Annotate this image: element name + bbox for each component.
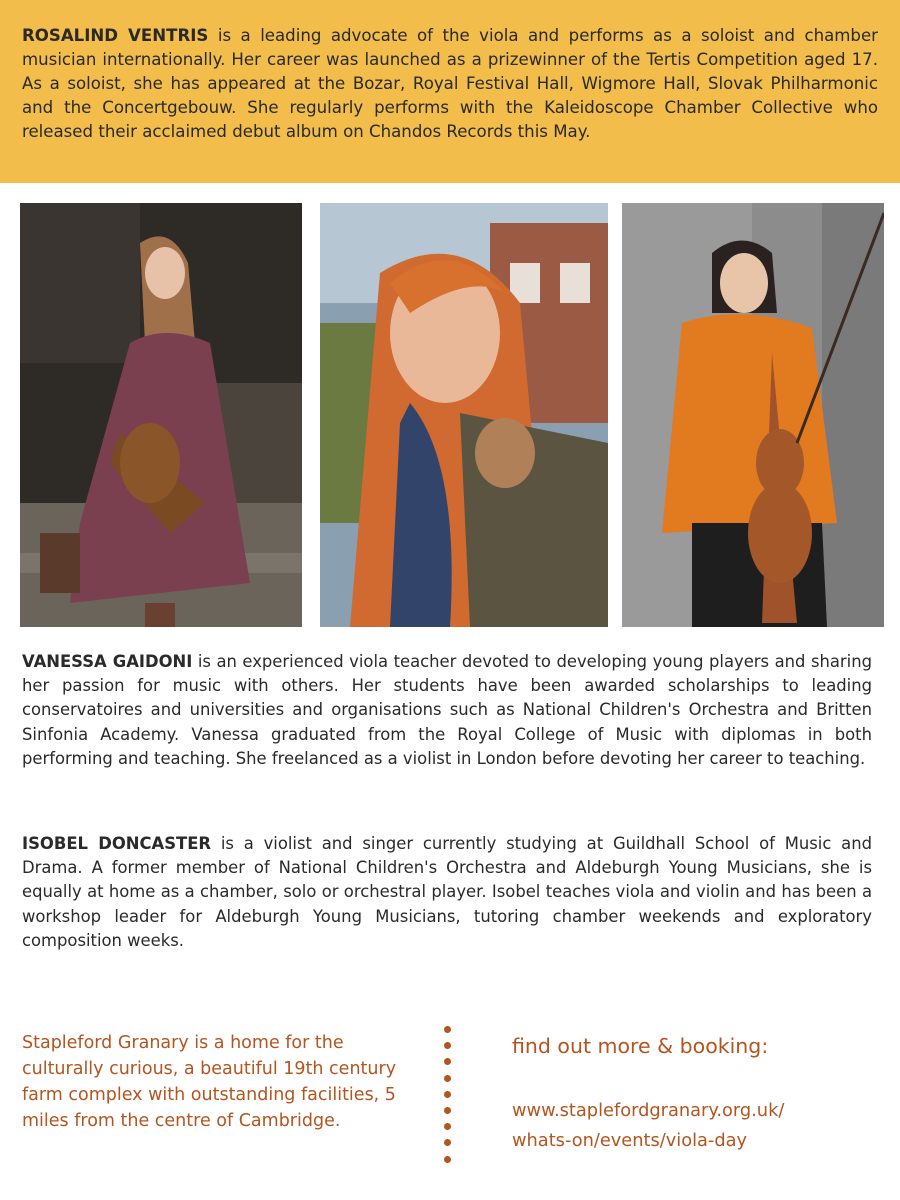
portrait-photo-icon xyxy=(20,203,302,627)
bio-text: is a violist and singer currently studying at Guildhall School of Music and Drama. A former member of National Children's Orchestra and Aldeburgh Young Musicians, she is equally at home as a chamber, solo or orchestral player. Isobel teaches viola and violin and has been a workshop leader for Aldeburgh Young Musicians, tutoring chamber weekends and exploratory composition weeks. xyxy=(22,834,872,950)
bio-text: is a leading advocate of the viola and performs as a soloist and chamber musician internationally. Her career was launched as a prizewinner of the Tertis Competition aged 17. As a soloist, she has appeared at the Bozar, Royal Festival Hall, Wigmore Hall, Slovak Philharmonic and the Concertgebouw. She regularly performs with the Kaleidoscope Chamber Collective who released their acclaimed debut album on Chandos Records this May. xyxy=(22,26,878,141)
photo-isobel xyxy=(622,203,884,627)
bio-name: VANESSA GAIDONI xyxy=(22,652,193,671)
portrait-photo-icon xyxy=(320,203,608,627)
intro-banner xyxy=(0,0,900,183)
bio-rosalind xyxy=(22,24,878,144)
portrait-photo-icon xyxy=(622,203,884,627)
bio-vanessa xyxy=(22,650,872,771)
booking-url-line1[interactable]: www.staplefordgranary.org.uk/ xyxy=(512,1100,785,1121)
photo-rosalind xyxy=(20,203,302,627)
booking-link[interactable] xyxy=(512,1096,784,1156)
bio-name: ISOBEL DONCASTER xyxy=(22,834,212,853)
venue-description: Stapleford Granary is a home for the culturally curious, a beautiful 19th century farm complex with outstanding facilities, 5 miles from the centre of Cambridge. xyxy=(22,1033,397,1131)
booking-url-line2[interactable]: whats-on/events/viola-day xyxy=(512,1130,748,1151)
dotted-divider xyxy=(442,1026,452,1168)
booking-heading: find out more & booking: xyxy=(512,1034,769,1058)
bio-text: is an experienced viola teacher devoted to developing young players and sharing her passion for music with others. Her students have been awarded scholarships to leading conservatoires and universities and organisations such as National Children's Orchestra and Britten Sinfonia Academy. Vanessa graduated from the Royal College of Music with diplomas in both performing and teaching. She freelanced as a violist in London before devoting her career to teaching. xyxy=(22,652,873,768)
bio-name: ROSALIND VENTRIS xyxy=(22,26,209,45)
photo-vanessa xyxy=(320,203,608,627)
bio-isobel xyxy=(22,832,872,953)
